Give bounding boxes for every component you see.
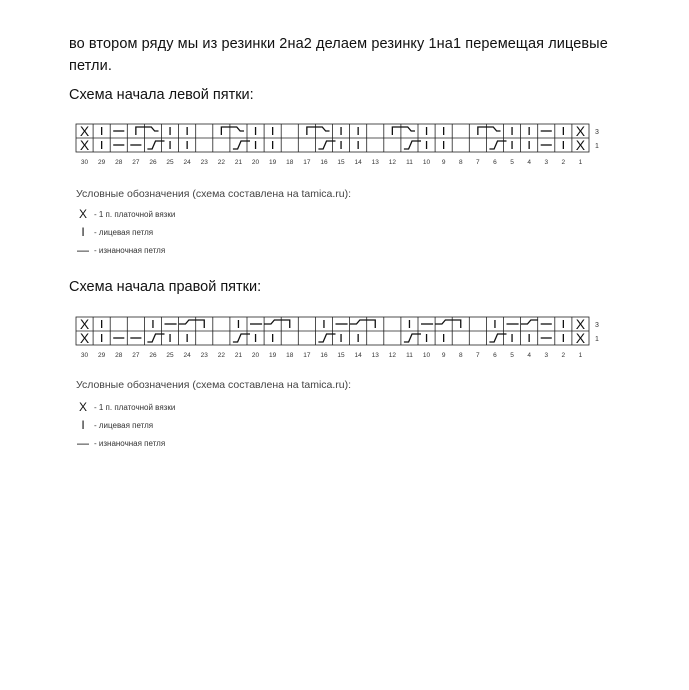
chart-title-right-heel: Схема начала правой пятки: (69, 279, 262, 295)
cable-left-mark (144, 127, 158, 131)
garter-stitch-mark: X (79, 330, 90, 346)
column-number-label: 30 (80, 159, 89, 166)
column-number-label: 5 (510, 352, 514, 359)
purl-stitch-icon: — (77, 243, 89, 257)
knit-stitch-icon: I (81, 225, 85, 239)
column-number-label: 25 (166, 352, 174, 359)
column-number-label: 26 (149, 159, 157, 166)
column-number-label: 16 (320, 159, 328, 166)
column-number-label: 2 (561, 352, 566, 359)
garter-stitch-mark: X (575, 123, 586, 139)
column-number-label: 19 (269, 159, 277, 166)
row-number-label: 1 (595, 143, 599, 150)
row-number-label: 3 (595, 322, 599, 329)
column-number-label: 17 (303, 352, 311, 359)
legend-title: Условные обозначения (схема составлена на tamica.ru): (76, 188, 352, 200)
column-number-label: 18 (286, 352, 294, 359)
column-number-label: 21 (234, 159, 243, 166)
column-number-label: 22 (217, 159, 225, 166)
cross-stitch-mark (318, 334, 332, 342)
column-number-label: 5 (510, 159, 514, 166)
column-number-label: 25 (166, 159, 174, 166)
cable-right-mark (452, 320, 461, 328)
column-number-label: 14 (354, 352, 362, 359)
column-number-label: 11 (406, 159, 413, 166)
cross-stitch-mark (404, 334, 418, 342)
column-number-label: 7 (476, 159, 480, 166)
column-number-label: 1 (578, 159, 583, 166)
column-number-label: 10 (422, 159, 431, 166)
column-number-label: 10 (422, 352, 431, 359)
legend-text: - лицевая петля (94, 420, 154, 430)
column-number-label: 29 (98, 352, 106, 359)
column-number-label: 12 (388, 159, 396, 166)
column-number-label: 22 (217, 352, 225, 359)
knitting-chart-left-heel (76, 124, 609, 172)
cross-stitch-mark (318, 141, 332, 149)
legend-item-garter (76, 207, 175, 221)
cable-right-mark (367, 320, 376, 328)
column-number-label: 23 (200, 159, 208, 166)
legend-item-purl (76, 243, 165, 257)
cross-stitch-mark (147, 141, 161, 149)
legend-text: - 1 п. платочной вязки (94, 209, 176, 219)
cable-right-mark (521, 320, 538, 324)
intro-paragraph: во втором ряду мы из резинки 2на2 делаем резинку 1на1 перемещая лицевые петли. (69, 36, 608, 74)
cross-stitch-mark (489, 334, 503, 342)
legend-text: - изнаночная петля (94, 438, 166, 448)
column-number-label: 26 (149, 352, 157, 359)
column-number-label: 17 (303, 159, 311, 166)
column-number-label: 15 (337, 159, 345, 166)
cable-right-mark (435, 320, 452, 324)
column-number-label: 24 (183, 159, 191, 166)
cable-left-mark (486, 127, 500, 131)
cross-stitch-mark (147, 334, 161, 342)
column-number-label: 9 (441, 159, 446, 166)
purl-stitch-icon: — (77, 436, 89, 450)
column-number-label: 19 (269, 352, 277, 359)
column-number-label: 23 (200, 352, 208, 359)
column-number-label: 14 (354, 159, 362, 166)
legend-item-knit (76, 418, 153, 432)
column-number-label: 28 (115, 159, 123, 166)
column-number-label: 24 (183, 352, 191, 359)
legend-item-garter (76, 400, 175, 414)
cable-right-mark (179, 320, 196, 324)
column-number-label: 3 (544, 352, 549, 359)
column-number-label: 8 (458, 159, 463, 166)
column-number-label: 4 (527, 159, 531, 166)
column-number-label: 4 (527, 352, 531, 359)
legend-text: - изнаночная петля (94, 245, 166, 255)
legend-text: - 1 п. платочной вязки (94, 402, 176, 412)
column-number-label: 29 (98, 159, 106, 166)
cable-right-mark (264, 320, 281, 324)
column-number-label: 12 (388, 352, 396, 359)
cable-left-mark (315, 127, 329, 131)
cable-left-mark (136, 127, 145, 135)
cable-left-mark (307, 127, 316, 135)
column-number-label: 20 (251, 352, 260, 359)
cross-stitch-mark (489, 141, 503, 149)
legend-item-knit (76, 225, 153, 239)
garter-stitch-mark: X (575, 316, 586, 332)
column-number-label: 18 (286, 159, 294, 166)
column-number-label: 21 (234, 352, 243, 359)
column-number-label: 7 (476, 352, 480, 359)
garter-stitch-mark: X (79, 137, 90, 153)
column-number-label: 2 (561, 159, 566, 166)
chart-grid (76, 317, 609, 365)
column-number-label: 1 (578, 352, 583, 359)
chart-grid (76, 124, 609, 172)
column-number-label: 6 (493, 159, 497, 166)
column-number-label: 11 (406, 352, 413, 359)
cable-right-mark (281, 320, 290, 328)
column-number-label: 6 (493, 352, 497, 359)
cable-right-mark (196, 320, 205, 328)
row-number-label: 1 (595, 336, 599, 343)
column-number-label: 30 (80, 352, 89, 359)
garter-stitch-mark: X (79, 123, 90, 139)
garter-stitch-icon: X (78, 400, 87, 414)
chart-title-left-heel: Схема начала левой пятки: (69, 87, 254, 103)
cross-stitch-mark (404, 141, 418, 149)
knit-stitch-icon: I (81, 418, 85, 432)
column-number-label: 16 (320, 352, 328, 359)
garter-stitch-mark: X (575, 137, 586, 153)
legend-text: - лицевая петля (94, 227, 154, 237)
cross-stitch-mark (233, 334, 247, 342)
column-number-label: 15 (337, 352, 345, 359)
cross-stitch-mark (233, 141, 247, 149)
cable-left-mark (401, 127, 415, 131)
cable-left-mark (392, 127, 401, 135)
column-number-label: 20 (251, 159, 260, 166)
garter-stitch-icon: X (78, 207, 87, 221)
garter-stitch-mark: X (79, 316, 90, 332)
row-number-label: 3 (595, 129, 599, 136)
cable-left-mark (230, 127, 244, 131)
legend-item-purl (76, 436, 165, 450)
column-number-label: 13 (371, 159, 379, 166)
cable-left-mark (478, 127, 487, 135)
garter-stitch-mark: X (575, 330, 586, 346)
knitting-chart-right-heel (76, 317, 609, 365)
column-number-label: 13 (371, 352, 379, 359)
cable-left-mark (221, 127, 230, 135)
column-number-label: 3 (544, 159, 549, 166)
column-number-label: 27 (132, 352, 140, 359)
column-number-label: 8 (458, 352, 463, 359)
column-number-label: 27 (132, 159, 140, 166)
column-number-label: 28 (115, 352, 123, 359)
legend-title: Условные обозначения (схема составлена на tamica.ru): (76, 379, 352, 391)
column-number-label: 9 (441, 352, 446, 359)
cable-right-mark (350, 320, 367, 324)
